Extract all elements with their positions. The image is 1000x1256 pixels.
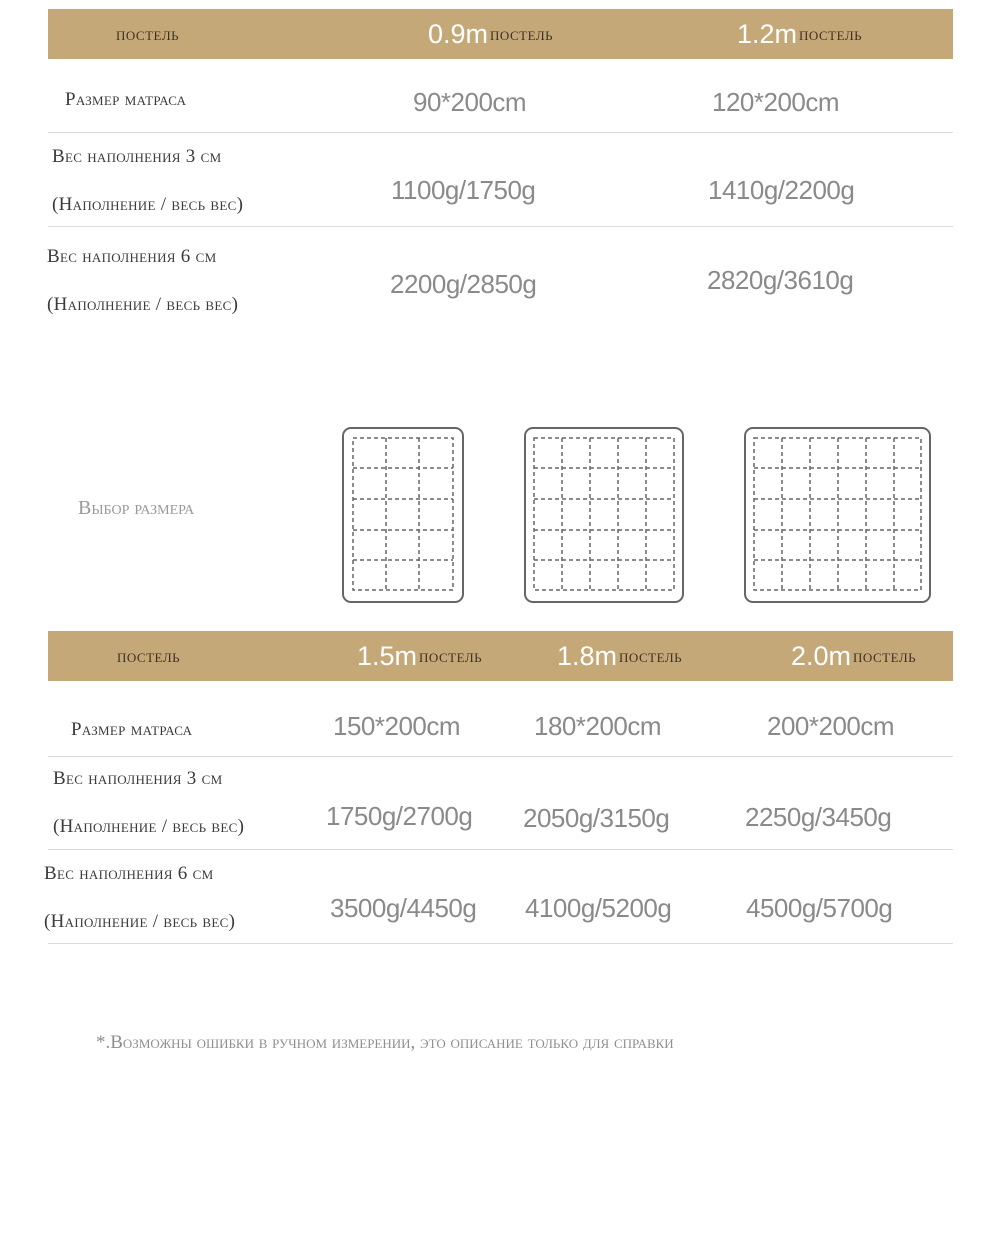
table2-row2-label-line1: Вес наполнения 3 см xyxy=(53,768,223,789)
table1-header-label: постель xyxy=(116,23,180,44)
table1-row3-label-line2: (Наполнение / весь вес) xyxy=(47,294,239,315)
quilt-small-diagram xyxy=(341,426,465,604)
table1-row3-label-line1: Вес наполнения 6 см xyxy=(47,246,217,267)
table2-row2-value-3: 2250g/3450g xyxy=(745,802,892,832)
table2-header-col3: 2.0m постель xyxy=(791,640,917,671)
table1-row2-label-line2: (Наполнение / весь вес) xyxy=(52,194,244,215)
divider xyxy=(48,226,953,227)
table1-header-col1: 0.9m постель xyxy=(428,18,554,49)
table2-row3-value-2: 4100g/5200g xyxy=(525,893,672,923)
table2-row3-label-line1: Вес наполнения 6 см xyxy=(44,863,214,884)
quilt-large-diagram xyxy=(743,426,932,604)
table1-row2-value-1: 1100g/1750g xyxy=(391,175,536,205)
table2-row1-value-2: 180*200cm xyxy=(534,711,662,741)
table2-row1-label: Размер матраса xyxy=(71,719,193,740)
table2-row3-value-3: 4500g/5700g xyxy=(746,893,893,923)
table1-row2-value-2: 1410g/2200g xyxy=(708,175,855,205)
table1-header-col2: 1.2m постель xyxy=(737,18,863,49)
table1-row1-label: Размер матраса xyxy=(65,89,187,110)
table2-header xyxy=(48,631,953,681)
table2-row2-value-2: 2050g/3150g xyxy=(523,803,670,833)
quilt-medium-diagram xyxy=(523,426,685,604)
measurement-disclaimer: *.Возможны ошибки в ручном измерении, это описание только для справки xyxy=(96,1032,674,1053)
table2-header-col1: 1.5m постель xyxy=(357,640,483,671)
size-selection-title: Выбор размера xyxy=(78,497,195,519)
table2-row3-value-1: 3500g/4450g xyxy=(330,893,477,923)
table2-header-label: постель xyxy=(117,645,181,666)
table2-row1-value-3: 200*200cm xyxy=(767,711,895,741)
table1-row2-label-line1: Вес наполнения 3 см xyxy=(52,146,222,167)
table2-row3-label-line2: (Наполнение / весь вес) xyxy=(44,911,236,932)
table2-row2-value-1: 1750g/2700g xyxy=(326,801,473,831)
table1-row3-value-1: 2200g/2850g xyxy=(390,269,537,299)
table1-row1-value-2: 120*200cm xyxy=(712,87,840,117)
table1-row1-value-1: 90*200cm xyxy=(413,87,527,117)
table1-header xyxy=(48,9,953,59)
table2-header-col2: 1.8m постель xyxy=(557,640,683,671)
table2-row2-label-line2: (Наполнение / весь вес) xyxy=(53,816,245,837)
table1-row3-value-2: 2820g/3610g xyxy=(707,265,854,295)
table2-row1-value-1: 150*200cm xyxy=(333,711,461,741)
divider xyxy=(48,943,953,944)
